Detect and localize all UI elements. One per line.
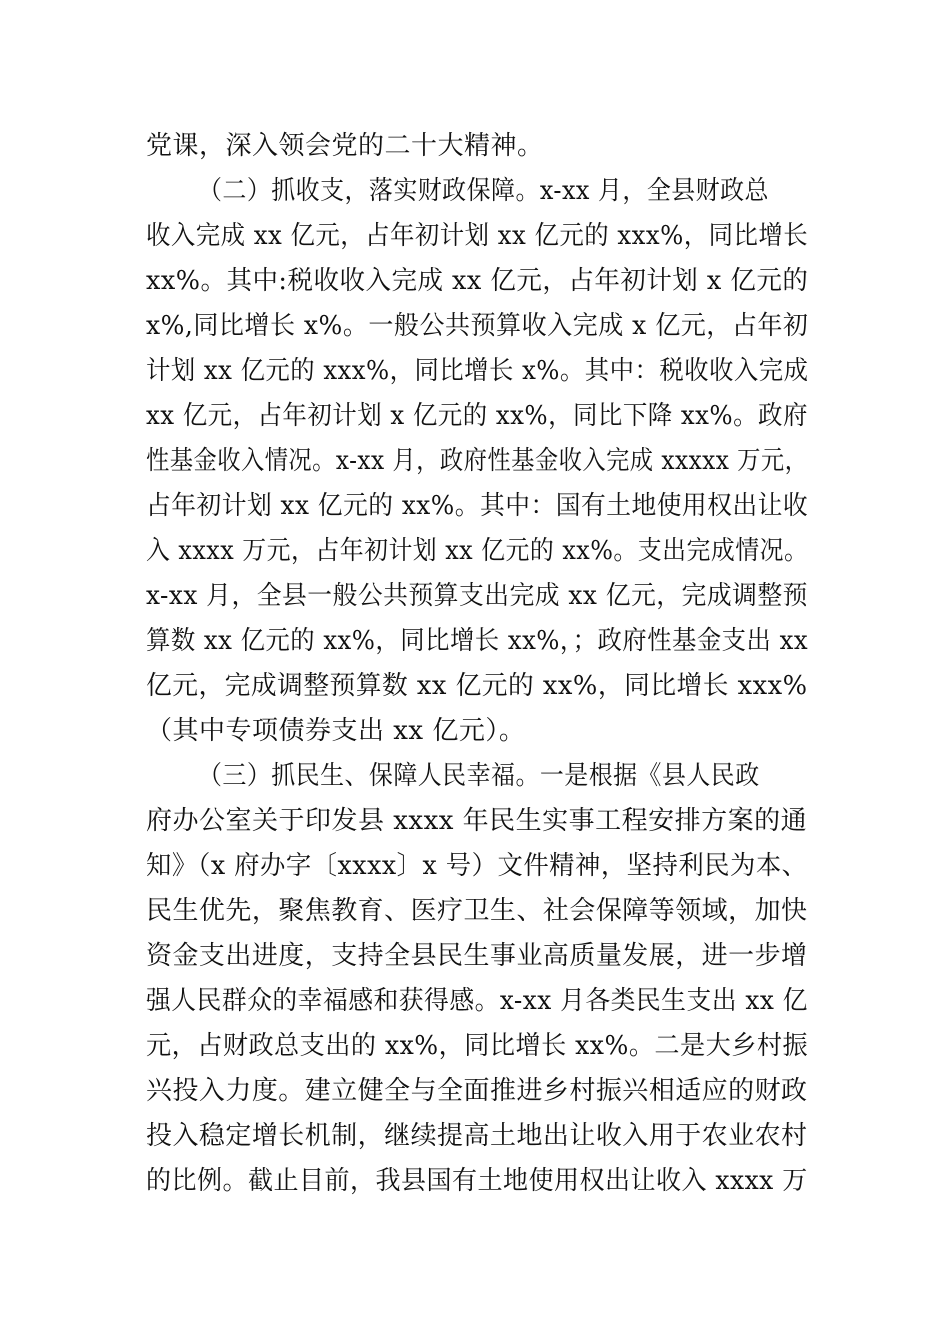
- text-line: 计划 xx 亿元的 xxx%，同比增长 x%。其中：税收收入完成: [146, 356, 809, 386]
- text-line: 占年初计划 xx 亿元的 xx%。其中：国有土地使用权出让收: [146, 491, 809, 521]
- text-line: 元，占财政总支出的 xx%，同比增长 xx%。二是大乡村振: [146, 1031, 809, 1061]
- text-line: 民生优先，聚焦教育、医疗卫生、社会保障等领域，加快: [146, 896, 808, 926]
- text-line: 投入稳定增长机制，继续提高土地出让收入用于农业农村: [146, 1121, 808, 1151]
- text-line: （其中专项债券支出 xx 亿元）。: [146, 716, 526, 746]
- text-line: 党课，深入领会党的二十大精神。: [146, 131, 544, 161]
- paragraph-heading-line: （三）抓民生、保障人民幸福。一是根据《县人民政: [198, 761, 760, 791]
- text-line: 强人民群众的幸福感和获得感。x-xx 月各类民生支出 xx 亿: [146, 986, 808, 1016]
- text-line: x-xx 月，全县一般公共预算支出完成 xx 亿元，完成调整预: [146, 581, 808, 611]
- text-line: 兴投入力度。建立健全与全面推进乡村振兴相适应的财政: [146, 1076, 808, 1106]
- text-line: 收入完成 xx 亿元，占年初计划 xx 亿元的 xxx%，同比增长: [146, 221, 809, 251]
- text-line: 知》（x 府办字〔xxxx〕x 号）文件精神，坚持利民为本、: [146, 851, 808, 881]
- text-line: 的比例。截止目前，我县国有土地使用权出让收入 xxxx 万: [146, 1166, 808, 1196]
- paragraph-heading-line: （二）抓收支，落实财政保障。x-xx 月，全县财政总: [198, 176, 769, 206]
- text-line: 性基金收入情况。x-xx 月，政府性基金收入完成 xxxxx 万元，: [146, 446, 809, 476]
- text-line: 入 xxxx 万元，占年初计划 xx 亿元的 xx%。支出完成情况。: [146, 536, 809, 566]
- text-line: xx 亿元，占年初计划 x 亿元的 xx%，同比下降 xx%。政府: [146, 401, 808, 431]
- text-line: 亿元，完成调整预算数 xx 亿元的 xx%，同比增长 xxx%: [146, 671, 808, 701]
- text-line: xx%。其中:税收收入完成 xx 亿元，占年初计划 x 亿元的: [146, 266, 809, 296]
- text-line: 算数 xx 亿元的 xx%，同比增长 xx%，；政府性基金支出 xx: [146, 626, 809, 656]
- text-line: 资金支出进度，支持全县民生事业高质量发展，进一步增: [146, 941, 808, 971]
- text-line: 府办公室关于印发县 xxxx 年民生实事工程安排方案的通: [146, 806, 808, 836]
- text-line: x%,同比增长 x%。一般公共预算收入完成 x 亿元，占年初: [146, 311, 809, 341]
